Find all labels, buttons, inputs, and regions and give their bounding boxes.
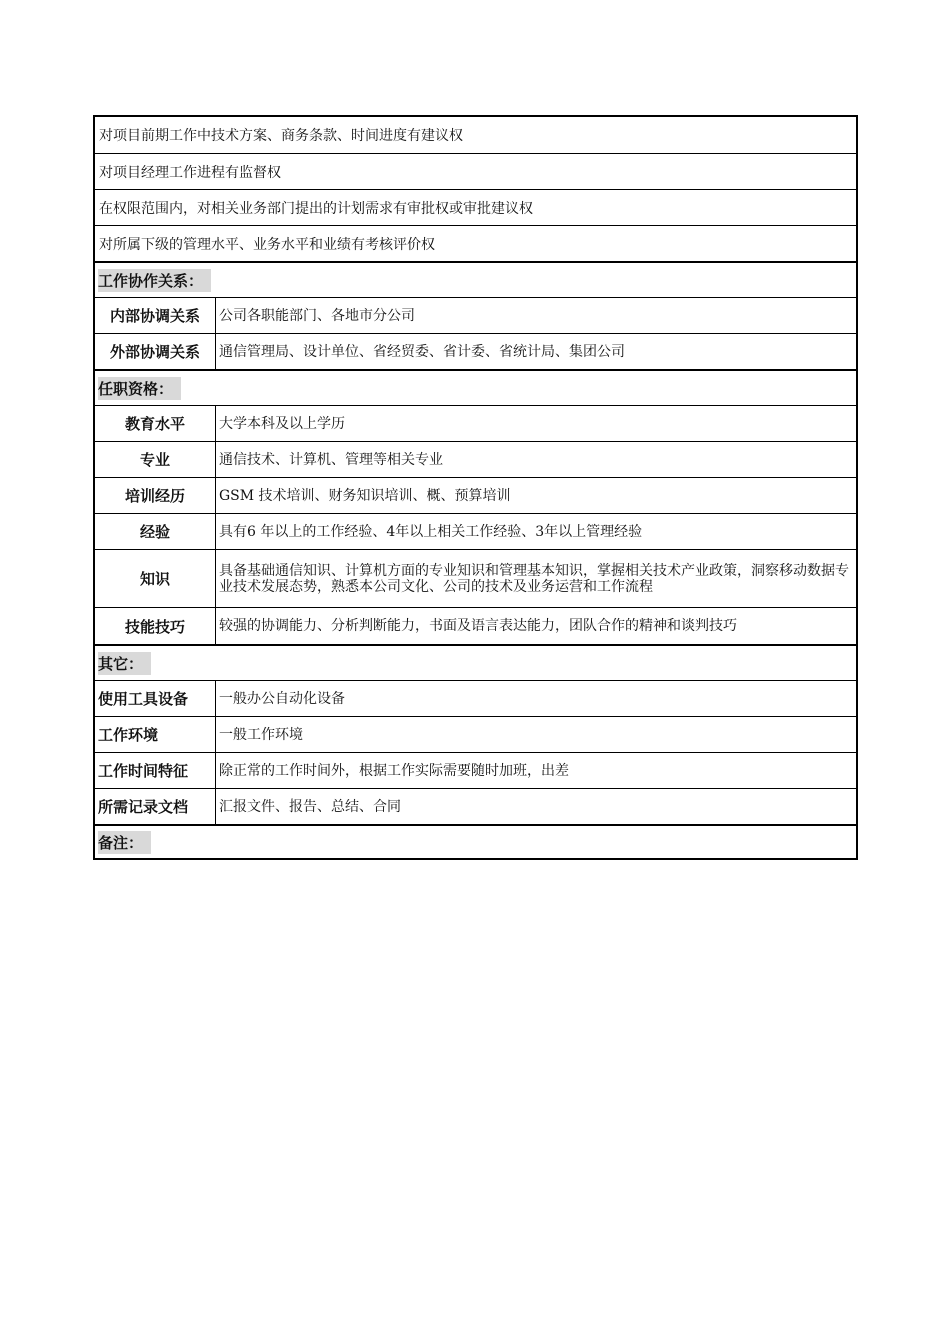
tools-row: [95, 680, 856, 716]
section-remarks: [95, 824, 856, 858]
training-row: [95, 477, 856, 513]
education-row: [95, 405, 856, 441]
internal-coordination-row: [95, 297, 856, 333]
section-title-cooperation: 工作协作关系：: [98, 269, 211, 292]
documents-value: 汇报文件、报告、总结、合同: [219, 798, 401, 815]
tools-label: 使用工具设备: [95, 681, 216, 716]
section-title-remarks: 备注：: [98, 831, 151, 854]
education-value: 大学本科及以上学历: [219, 415, 345, 432]
major-value: 通信技术、计算机、管理等相关专业: [219, 451, 443, 468]
major-label: 专业: [95, 442, 216, 477]
training-label: 培训经历: [95, 478, 216, 513]
internal-coordination-label: 内部协调关系: [95, 298, 216, 333]
major-row: [95, 441, 856, 477]
documents-label: 所需记录文档: [95, 789, 216, 824]
rights-row: [95, 117, 856, 153]
rights-row: [95, 153, 856, 189]
environment-value: 一般工作环境: [219, 726, 303, 743]
work-time-label: 工作时间特征: [95, 753, 216, 788]
section-cooperation: [95, 261, 856, 297]
internal-coordination-value: 公司各职能部门、各地市分公司: [219, 307, 415, 324]
skills-value: 较强的协调能力、分析判断能力，书面及语言表达能力，团队合作的精神和谈判技巧: [219, 618, 737, 634]
section-other: [95, 644, 856, 680]
rights-row: [95, 225, 856, 261]
knowledge-value: 具备基础通信知识、计算机方面的专业知识和管理基本知识，掌握相关技术产业政策，洞察移动数据专业技术发展态势，熟悉本公司文化、公司的技术及业务运营和工作流程: [219, 562, 849, 595]
education-label: 教育水平: [95, 406, 216, 441]
rights-item: 对项目前期工作中技术方案、商务条款、时间进度有建议权: [99, 128, 463, 144]
rights-item: 在权限范围内，对相关业务部门提出的计划需求有审批权或审批建议权: [99, 200, 533, 217]
knowledge-row: [95, 549, 856, 607]
rights-row: [95, 189, 856, 225]
work-time-value: 除正常的工作时间外，根据工作实际需要随时加班，出差: [219, 762, 569, 779]
job-description-table: [93, 115, 858, 860]
tools-value: 一般办公自动化设备: [219, 690, 345, 707]
training-value: GSM 技术培训、财务知识培训、概、预算培训: [219, 487, 511, 504]
rights-item: 对项目经理工作进程有监督权: [99, 164, 281, 181]
knowledge-label: 知识: [95, 550, 216, 607]
work-time-row: [95, 752, 856, 788]
external-coordination-label: 外部协调关系: [95, 334, 216, 369]
experience-value: 具有6 年以上的工作经验、4年以上相关工作经验、3年以上管理经验: [219, 523, 643, 540]
external-coordination-value: 通信管理局、设计单位、省经贸委、省计委、省统计局、集团公司: [219, 343, 625, 360]
documents-row: [95, 788, 856, 824]
experience-row: [95, 513, 856, 549]
skills-row: [95, 607, 856, 644]
skills-label: 技能技巧: [95, 608, 216, 644]
rights-item: 对所属下级的管理水平、业务水平和业绩有考核评价权: [99, 236, 435, 253]
external-coordination-row: [95, 333, 856, 369]
section-qualification: [95, 369, 856, 405]
experience-label: 经验: [95, 514, 216, 549]
section-title-other: 其它：: [98, 652, 151, 675]
section-title-qualification: 任职资格：: [98, 377, 181, 400]
environment-row: [95, 716, 856, 752]
environment-label: 工作环境: [95, 717, 216, 752]
